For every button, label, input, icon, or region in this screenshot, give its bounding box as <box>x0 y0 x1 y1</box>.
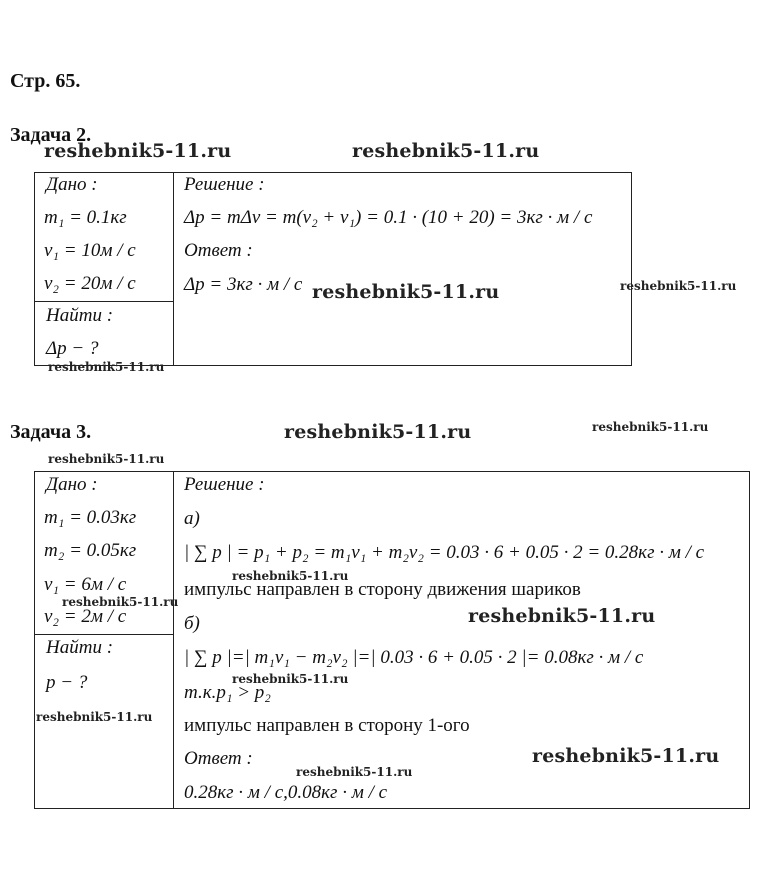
task-3-title: Задача 3. <box>10 421 92 443</box>
watermark: reshebnik5-11.ru <box>284 421 472 443</box>
task-2-solution-label: Решение : <box>184 174 265 195</box>
watermark: reshebnik5-11.ru <box>36 710 153 724</box>
task-3-answer-value: 0.28кг · м / с,0.08кг · м / с <box>184 782 388 803</box>
task-2-title: Задача 2. <box>10 124 92 146</box>
task-2-answer-value: Δp = 3кг · м / с <box>184 274 303 295</box>
watermark: reshebnik5-11.ru <box>232 569 349 583</box>
task-3-given-m2: m₂ = 0.05кг <box>44 540 137 561</box>
watermark: reshebnik5-11.ru <box>468 605 656 627</box>
task-2-given-v2: v₂ = 20м / с <box>44 273 136 294</box>
task-2-table <box>34 172 632 366</box>
watermark: reshebnik5-11.ru <box>48 452 165 466</box>
page-label: Стр. 65. <box>10 70 81 92</box>
task-3-given-separator <box>34 634 174 635</box>
task-3-part-a-label: а) <box>184 508 200 529</box>
watermark: reshebnik5-11.ru <box>620 279 737 293</box>
task-2-given-v1: v₁ = 10м / с <box>44 240 136 261</box>
watermark: reshebnik5-11.ru <box>62 595 179 609</box>
task-3-part-a-equation: | ∑ p | = p₁ + p₂ = m₁v₁ + m₂v₂ = 0.03 · 6 + 0.05 · 2 = 0.28кг · м / с <box>184 542 705 563</box>
task-3-divider <box>173 471 174 809</box>
task-2-given-separator <box>34 301 174 302</box>
watermark: reshebnik5-11.ru <box>312 281 500 303</box>
task-3-given-label: Дано : <box>46 474 98 495</box>
task-2-answer-label: Ответ : <box>184 240 253 261</box>
task-3-answer-label: Ответ : <box>184 748 253 769</box>
task-2-given-label: Дано : <box>46 174 98 195</box>
task-2-divider <box>173 172 174 366</box>
watermark: reshebnik5-11.ru <box>44 140 232 162</box>
watermark: reshebnik5-11.ru <box>352 140 540 162</box>
task-2-given-m1: m₁ = 0.1кг <box>44 207 127 228</box>
task-2-find-label: Найти : <box>46 305 114 326</box>
task-3-given-v1: v₁ = 6м / с <box>44 574 127 595</box>
watermark: reshebnik5-11.ru <box>48 360 165 374</box>
task-3-find-label: Найти : <box>46 637 114 658</box>
task-3-given-v2: v₂ = 2м / с <box>44 606 127 627</box>
task-3-part-a-text: импульс направлен в сторону движения шариков <box>184 579 581 600</box>
watermark: reshebnik5-11.ru <box>592 420 709 434</box>
task-3-solution-label: Решение : <box>184 474 265 495</box>
task-3-part-b-label: б) <box>184 613 200 634</box>
task-3-find-value: p − ? <box>46 672 88 693</box>
watermark: reshebnik5-11.ru <box>296 765 413 779</box>
task-2-find-value: Δp − ? <box>46 338 99 359</box>
task-3-part-b-equation: | ∑ p |=| m₁v₁ − m₂v₂ |=| 0.03 · 6 + 0.05 · 2 |= 0.08кг · м / с <box>184 647 644 668</box>
task-3-part-b-text: импульс направлен в сторону 1-ого <box>184 715 470 736</box>
watermark: reshebnik5-11.ru <box>532 745 720 767</box>
watermark: reshebnik5-11.ru <box>232 672 349 686</box>
task-3-part-b-condition: т.к.p₁ > p₂ <box>184 682 271 703</box>
task-3-given-m1: m₁ = 0.03кг <box>44 507 137 528</box>
task-2-solution-equation: Δp = mΔv = m(v₂ + v₁) = 0.1 · (10 + 20) = 3кг · м / с <box>184 207 593 228</box>
